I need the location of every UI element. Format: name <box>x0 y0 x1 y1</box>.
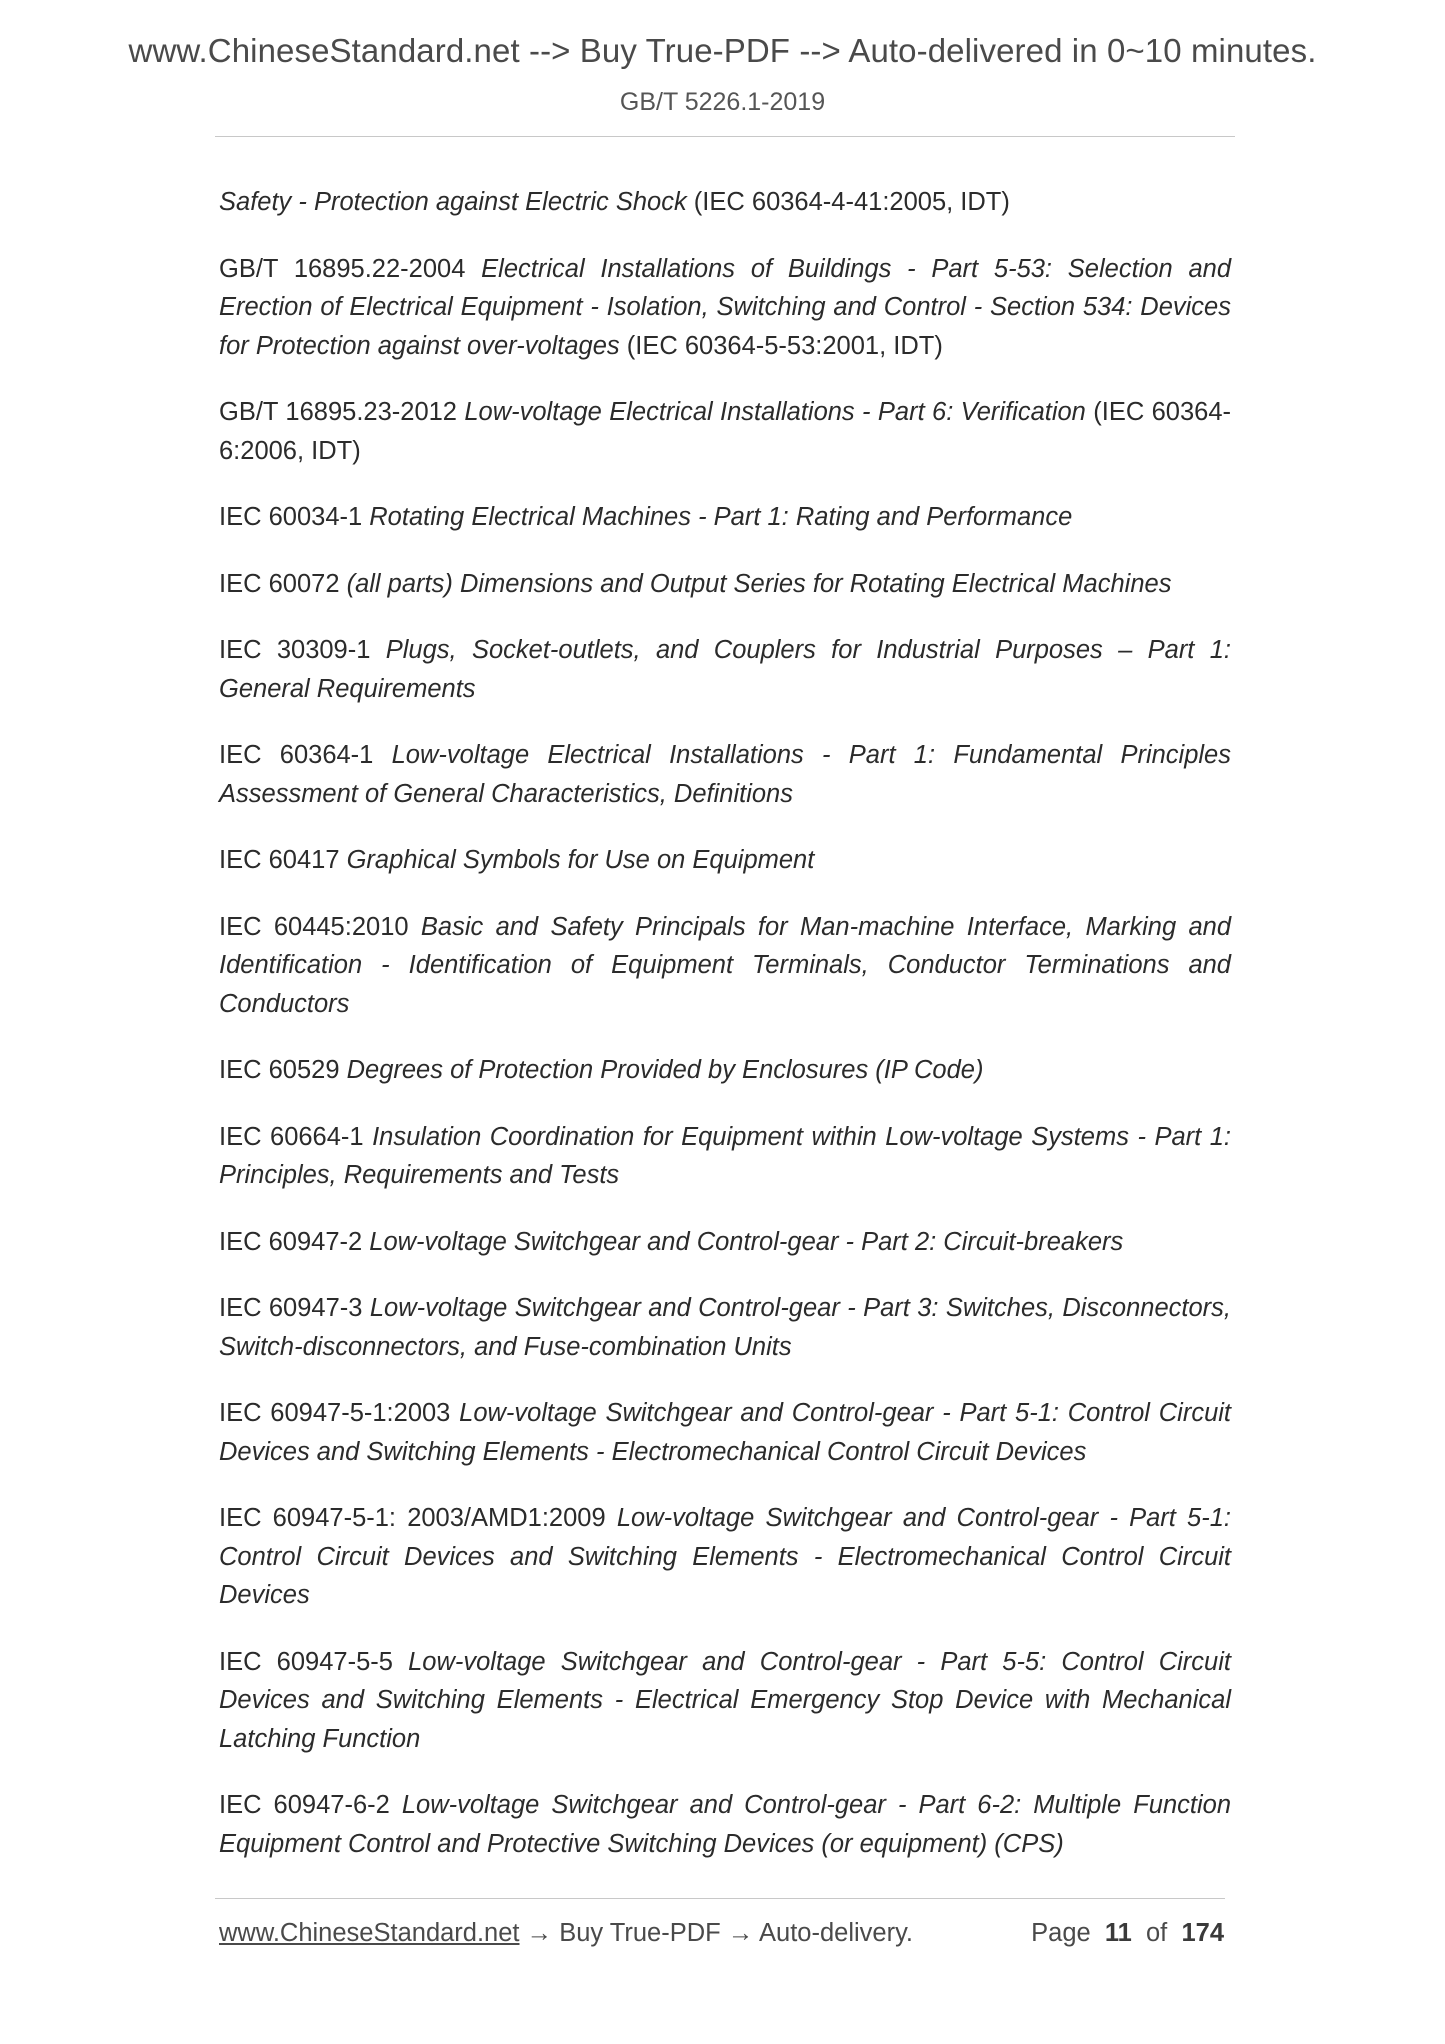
reference-entry: IEC 60947-5-5 Low-voltage Switchgear and Control-gear - Part 5-5: Control Circuit Devices and Switching Elements - Electrical Emergency Stop Device with Mechanical Latching Function <box>219 1647 1231 1753</box>
footer-site-link[interactable]: www.ChineseStandard.net <box>219 1919 520 1947</box>
reference-entry: IEC 60417 Graphical Symbols for Use on Equipment <box>219 846 815 874</box>
reference-entry: GB/T 16895.22-2004 Electrical Installations of Buildings - Part 5-53: Selection and Erection of Electrical Equipment - Isolation, Switching and Control - Section 534: Devices for Protection against over-voltages (IEC 60364-5-53:2001, IDT) <box>219 254 1232 360</box>
reference-entry: IEC 30309-1 Plugs, Socket-outlets, and Couplers for Industrial Purposes – Part 1: General Requirements <box>219 636 1231 703</box>
reference-entry: IEC 60529 Degrees of Protection Provided by Enclosures (IP Code) <box>219 1056 984 1084</box>
header-divider <box>215 136 1235 137</box>
reference-entry: IEC 60364-1 Low-voltage Electrical Installations - Part 1: Fundamental Principles Assessment of General Characteristics, Definitions <box>219 741 1231 808</box>
reference-entry: IEC 60664-1 Insulation Coordination for Equipment within Low-voltage Systems - Part 1: Principles, Requirements and Tests <box>219 1122 1231 1189</box>
reference-entry: IEC 60445:2010 Basic and Safety Principals for Man-machine Interface, Marking and Identification - Identification of Equipment Terminals, Conductor Terminations and Conductors <box>219 912 1232 1018</box>
arrow-right-icon: → <box>526 1919 553 1947</box>
page-label: Page <box>1031 1919 1091 1947</box>
arrow-right-icon: → <box>727 1919 754 1947</box>
footer-promo <box>219 1919 913 1948</box>
total-pages: 174 <box>1181 1919 1224 1947</box>
reference-entry: IEC 60947-5-1: 2003/AMD1:2009 Low-voltage Switchgear and Control-gear - Part 5-1: Control Circuit Devices and Switching Elements - Electromechanical Control Circuit Devices <box>219 1504 1231 1609</box>
reference-entry: IEC 60034-1 Rotating Electrical Machines - Part 1: Rating and Performance <box>219 503 1073 531</box>
reference-entry: Safety - Protection against Electric Shock (IEC 60364-4-41:2005, IDT) <box>219 188 1010 216</box>
reference-entry: IEC 60072 (all parts) Dimensions and Output Series for Rotating Electrical Machines <box>219 569 1172 598</box>
reference-entry: IEC 60947-5-1:2003 Low-voltage Switchgear and Control-gear - Part 5-1: Control Circuit Devices and Switching Elements - Electromechanical Control Circuit Devices <box>219 1399 1231 1466</box>
document-id: GB/T 5226.1-2019 <box>619 88 826 116</box>
footer-buy-text: Buy True-PDF <box>552 1919 728 1947</box>
reference-entry: IEC 60947-3 Low-voltage Switchgear and Control-gear - Part 3: Switches, Disconnectors, Switch-disconnectors, and Fuse-combination Units <box>219 1294 1231 1361</box>
banner-text: www.ChineseStandard.net --> Buy True-PDF --> Auto-delivered in 0~10 minutes. <box>128 32 1317 69</box>
footer-divider <box>215 1898 1225 1899</box>
footer-auto-text: Auto-delivery. <box>753 1919 914 1947</box>
reference-entry: IEC 60947-2 Low-voltage Switchgear and Control-gear - Part 2: Circuit-breakers <box>219 1227 1124 1256</box>
reference-list <box>219 183 1231 1891</box>
reference-entry: IEC 60947-6-2 Low-voltage Switchgear and Control-gear - Part 6-2: Multiple Function Equipment Control and Protective Switching Devices (or equipment) (CPS) <box>219 1791 1232 1858</box>
page-indicator <box>1031 1919 1224 1948</box>
reference-entry: GB/T 16895.23-2012 Low-voltage Electrical Installations - Part 6: Verification (IEC 60364-6:2006, IDT) <box>219 398 1232 465</box>
page-number: 11 <box>1104 1919 1132 1947</box>
of-label: of <box>1146 1919 1168 1947</box>
